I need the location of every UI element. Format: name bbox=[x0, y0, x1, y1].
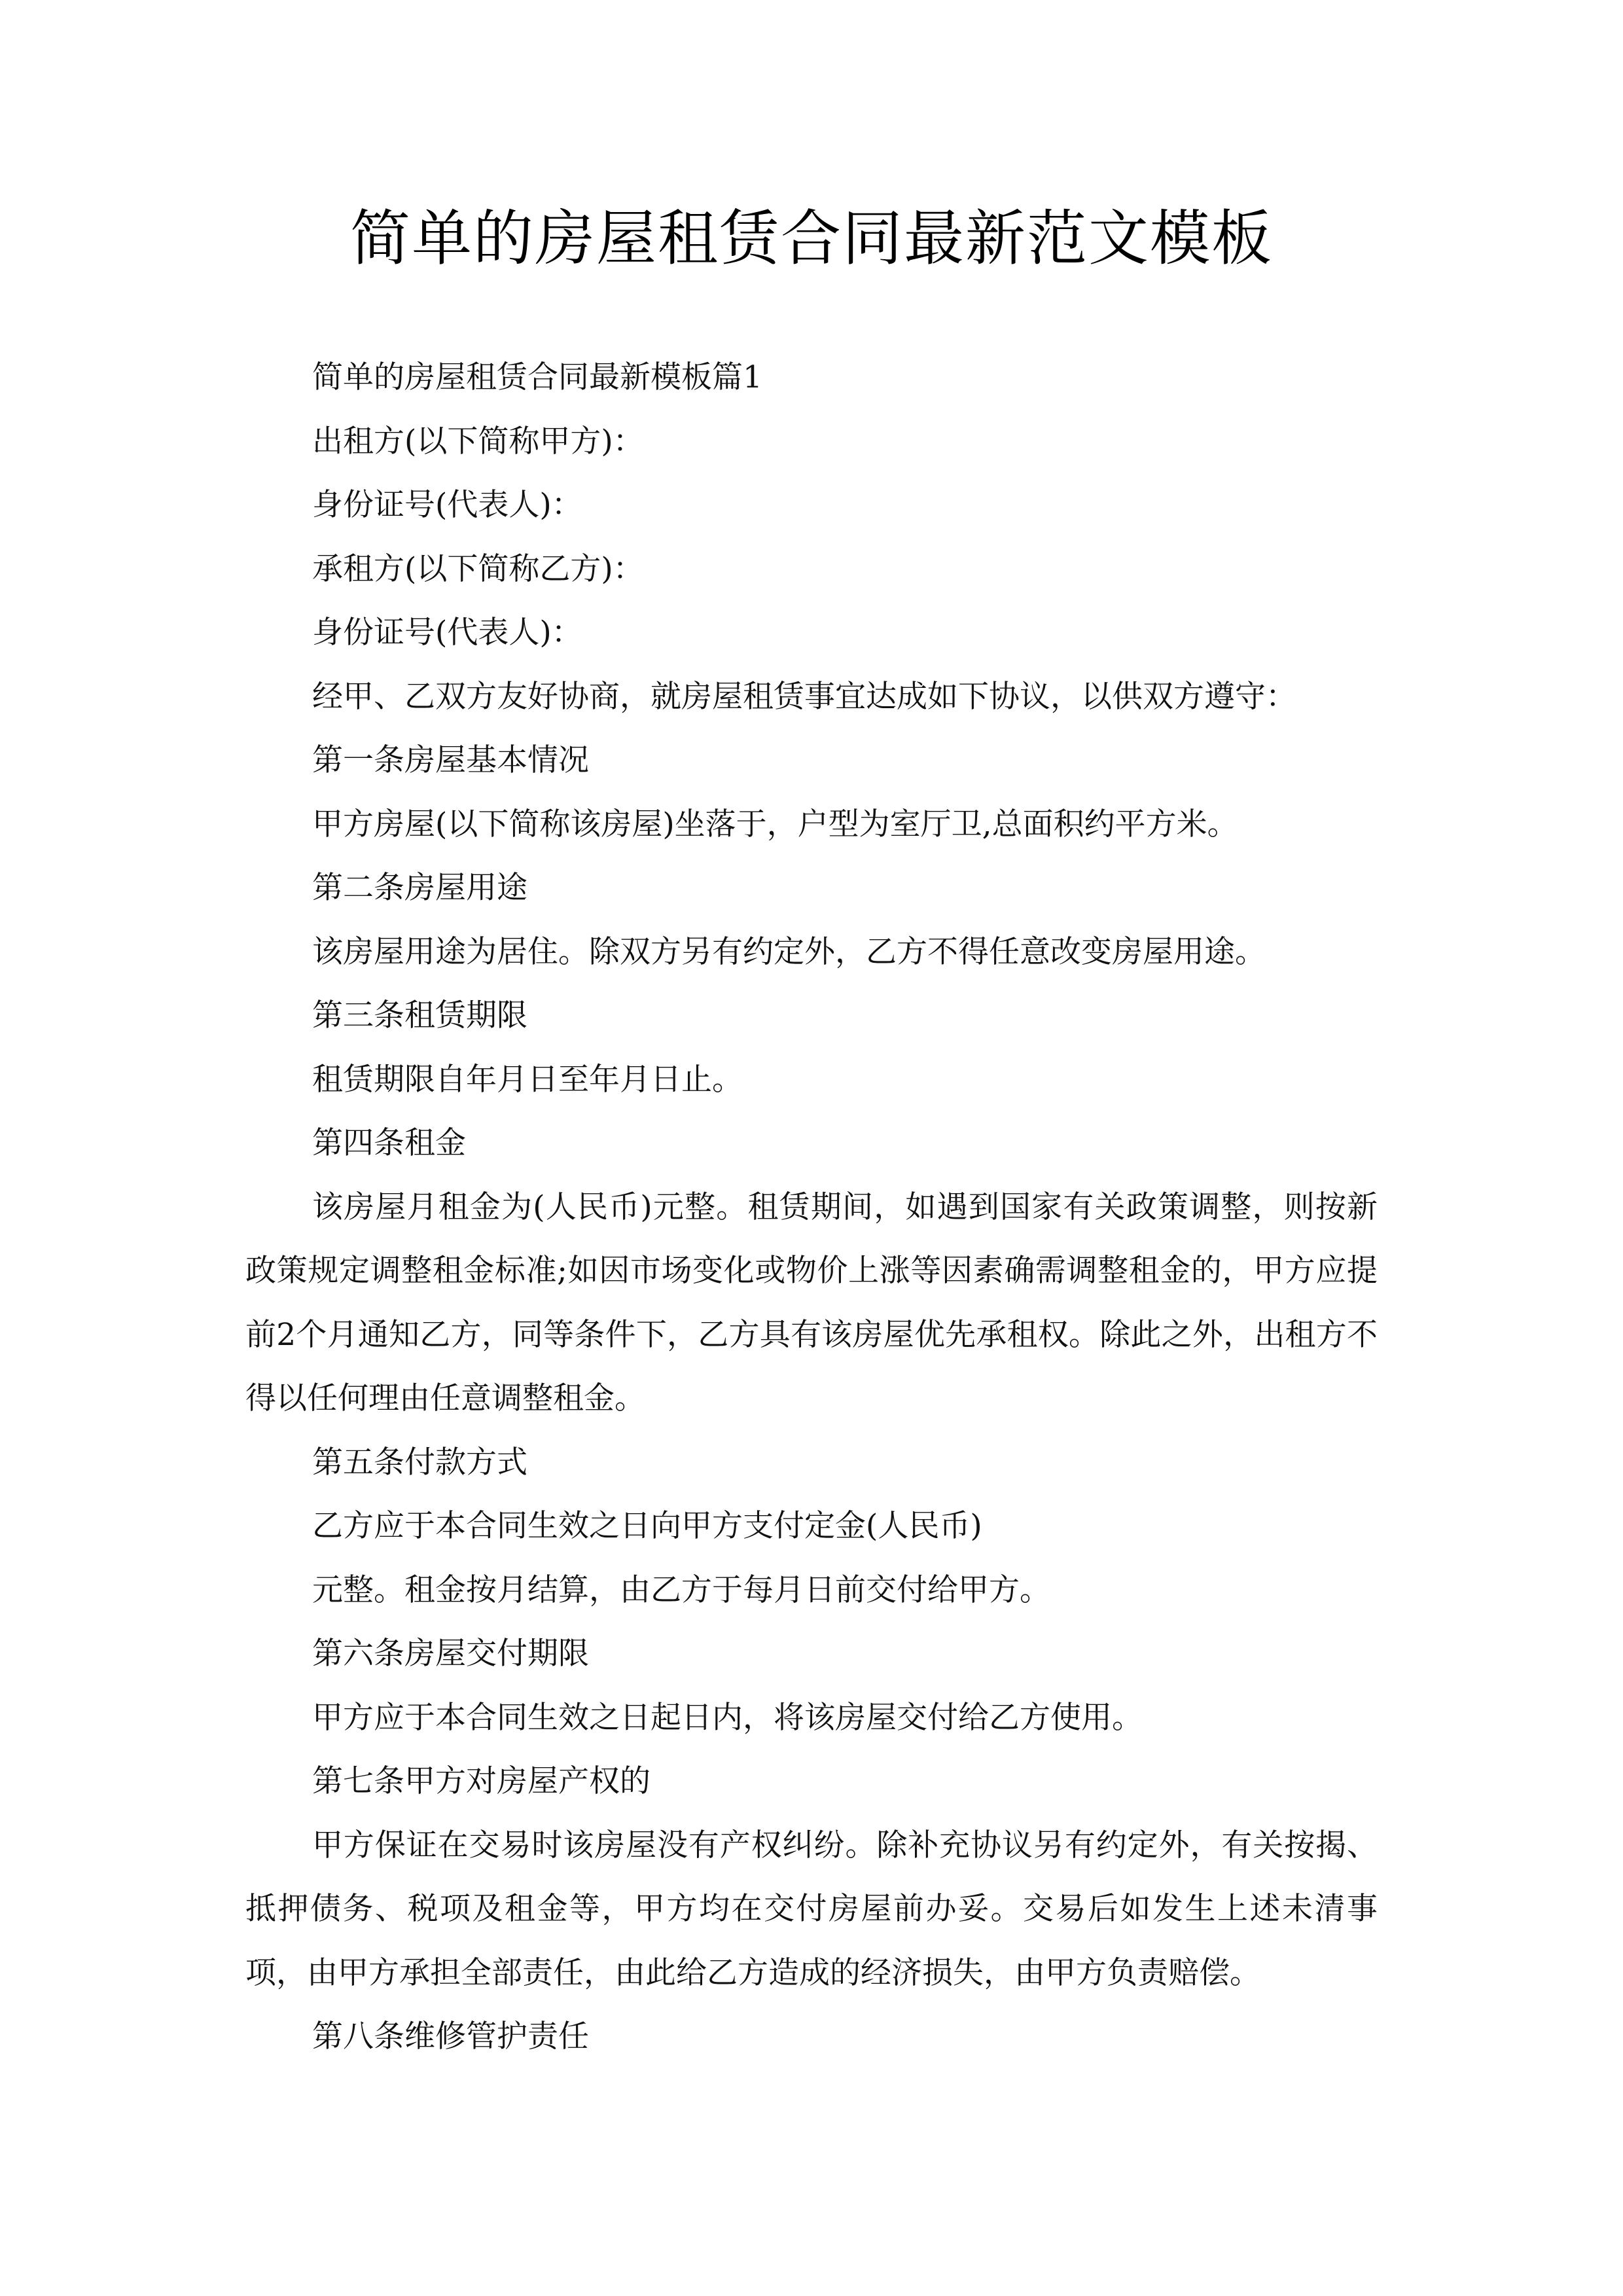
document-title: 简单的房屋租赁合同最新范文模板 bbox=[349, 204, 1273, 274]
lessor-id-field: 身份证号(代表人)： bbox=[312, 487, 582, 523]
lessor-field: 出租方(以下简称甲方)： bbox=[312, 423, 644, 459]
article-2-heading: 第二条房屋用途 bbox=[312, 870, 527, 906]
article-4-heading: 第四条租金 bbox=[312, 1125, 466, 1161]
article-1-text: 甲方房屋(以下简称该房屋)坐落于，户型为室厅卫,总面积约平方米。 bbox=[312, 806, 1238, 842]
article-5-heading: 第五条付款方式 bbox=[312, 1444, 527, 1480]
article-7-text: 甲方保证在交易时该房屋没有产权纠纷。除补充协议另有约定外，有关按揭、抵押债务、税项及租金等，甲方均在交付房屋前办妥。交易后如发生上述未清事项，由甲方承担全部责任，由此给乙方造成的经济损失，由甲方负责赔偿。 bbox=[245, 1827, 1378, 1991]
section-heading: 简单的房屋租赁合同最新模板篇1 bbox=[312, 359, 762, 395]
preamble-paragraph: 经甲、乙双方友好协商，就房屋租赁事宜达成如下协议，以供双方遵守： bbox=[312, 678, 1296, 715]
article-6-heading: 第六条房屋交付期限 bbox=[312, 1636, 589, 1672]
article-4-text: 该房屋月租金为(人民币)元整。租赁期间，如遇到国家有关政策调整，则按新政策规定调整租金标准;如因市场变化或物价上涨等因素确需调整租金的，甲方应提前2个月通知乙方，同等条件下，乙方具有该房屋优先承租权。除此之外，出租方不得以任何理由任意调整租金。 bbox=[245, 1189, 1378, 1416]
article-7-heading: 第七条甲方对房屋产权的 bbox=[312, 1763, 651, 1799]
article-8-heading: 第八条维修管护责任 bbox=[312, 2018, 589, 2054]
article-3-text: 租赁期限自年月日至年月日止。 bbox=[312, 1061, 743, 1098]
article-1-heading: 第一条房屋基本情况 bbox=[312, 742, 589, 778]
article-2-text: 该房屋用途为居住。除双方另有约定外，乙方不得任意改变房屋用途。 bbox=[312, 933, 1266, 970]
lessee-id-field: 身份证号(代表人)： bbox=[312, 615, 582, 651]
document-body bbox=[245, 346, 1378, 2069]
article-6-text: 甲方应于本合同生效之日起日内，将该房屋交付给乙方使用。 bbox=[312, 1699, 1143, 1736]
lessee-field: 承租方(以下简称乙方)： bbox=[312, 550, 644, 587]
article-5-text-2: 元整。租金按月结算，由乙方于每月日前交付给甲方。 bbox=[312, 1571, 1050, 1608]
article-3-heading: 第三条租赁期限 bbox=[312, 997, 527, 1033]
article-5-text-1: 乙方应于本合同生效之日向甲方支付定金(人民币) bbox=[312, 1508, 982, 1544]
